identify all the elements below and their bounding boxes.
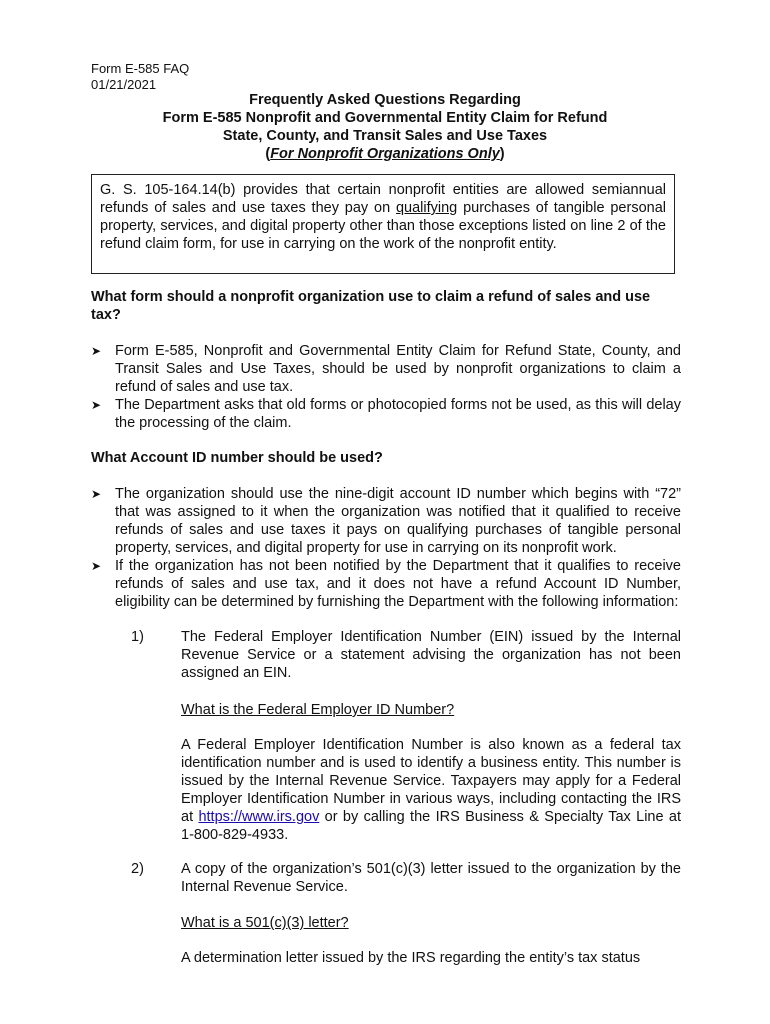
title-line-1: Frequently Asked Questions Regarding	[249, 92, 521, 108]
form-identifier	[91, 61, 189, 93]
item-text: The Federal Employer Identification Number (EIN) issued by the Internal Revenue Service or a statement advising the organization has not been assigned an EIN.	[181, 629, 681, 681]
title-paren-open: (	[265, 146, 271, 162]
bullet-item	[91, 342, 681, 396]
intro-text-before: G. S. 105-164.14(b) provides that certain nonprofit entities are allowed semiannual refunds of sales and use taxes they pay on	[100, 182, 666, 216]
item-sub-answer: A determination letter issued by the IRS regarding the entity’s tax status	[181, 950, 641, 966]
sub-answer-text-after: or by calling the IRS Business & Specialty Tax Line at 1-800-829-4933.	[181, 809, 682, 843]
intro-box	[91, 174, 675, 274]
question-1: What form should a nonprofit organization use to claim a refund of sales and use tax?	[91, 289, 651, 323]
bullet-item	[91, 396, 681, 432]
form-id-line: Form E-585 FAQ	[91, 61, 190, 76]
bullet-text: If the organization has not been notified by the Department that it qualifies to receive refunds of sales and use tax, and it does not have a refund Account ID Number, eligibility can be determined by furnishing the Department with the following information:	[115, 558, 681, 610]
section2-bullet-list	[91, 485, 681, 611]
item-sub-question: What is a 501(c)(3) letter?	[181, 915, 349, 931]
item-sub-answer	[181, 736, 681, 844]
intro-underlined-word: qualifying	[395, 200, 458, 216]
item-sub-question: What is the Federal Employer ID Number?	[181, 702, 455, 718]
arrow-bullet-icon: ➤	[91, 487, 102, 501]
item-number: 1)	[131, 629, 144, 645]
item-number: 2)	[131, 861, 144, 877]
arrow-bullet-icon: ➤	[91, 398, 102, 412]
bullet-text: Form E-585, Nonprofit and Governmental Entity Claim for Refund State, County, and Transit Sales and Use Taxes, should be used by nonprofit organizations to claim a refund of sales and use tax.	[115, 343, 681, 395]
title-line-4	[91, 145, 679, 163]
document-title	[91, 91, 679, 163]
intro-text-after: purchases of tangible personal property, services, and digital property other than those exceptions listed on line 2 of the refund claim form, for use in carrying on the work of the nonprofit entity.	[100, 200, 666, 252]
title-line-3: State, County, and Transit Sales and Use Taxes	[222, 128, 548, 144]
arrow-bullet-icon: ➤	[91, 559, 102, 573]
item-text: A copy of the organization’s 501(c)(3) letter issued to the organization by the Internal Revenue Service.	[181, 861, 681, 895]
bullet-text: The Department asks that old forms or photocopied forms not be used, as this will delay the processing of the claim.	[115, 397, 681, 431]
form-date-line: 01/21/2021	[91, 77, 157, 92]
irs-website-link[interactable]: https://www.irs.gov	[198, 809, 320, 825]
title-line-2: Form E-585 Nonprofit and Governmental Entity Claim for Refund	[162, 110, 608, 126]
bullet-item	[91, 557, 681, 611]
arrow-bullet-icon: ➤	[91, 344, 102, 358]
title-emphasis: For Nonprofit Organizations Only	[270, 146, 500, 162]
section1-bullet-list	[91, 342, 681, 432]
title-paren-close: )	[499, 146, 505, 162]
sub-answer-text-before: A Federal Employer Identification Number is also known as a federal tax identification number and is used to identify a business entity. This number is issued by the Internal Revenue Service. Taxpayers may apply for a Federal Employer Identification Number in various ways, including contacting the IRS at	[181, 737, 681, 825]
question-2: What Account ID number should be used?	[91, 450, 383, 466]
bullet-text: The organization should use the nine-digit account ID number which begins with “72” that was assigned to it when the organization was notified that it qualified to receive refunds of sales and use taxes it pays on qualifying purchases of tangible personal property, services, and digital property for use in carrying on its nonprofit work.	[115, 486, 681, 556]
bullet-item	[91, 485, 681, 557]
